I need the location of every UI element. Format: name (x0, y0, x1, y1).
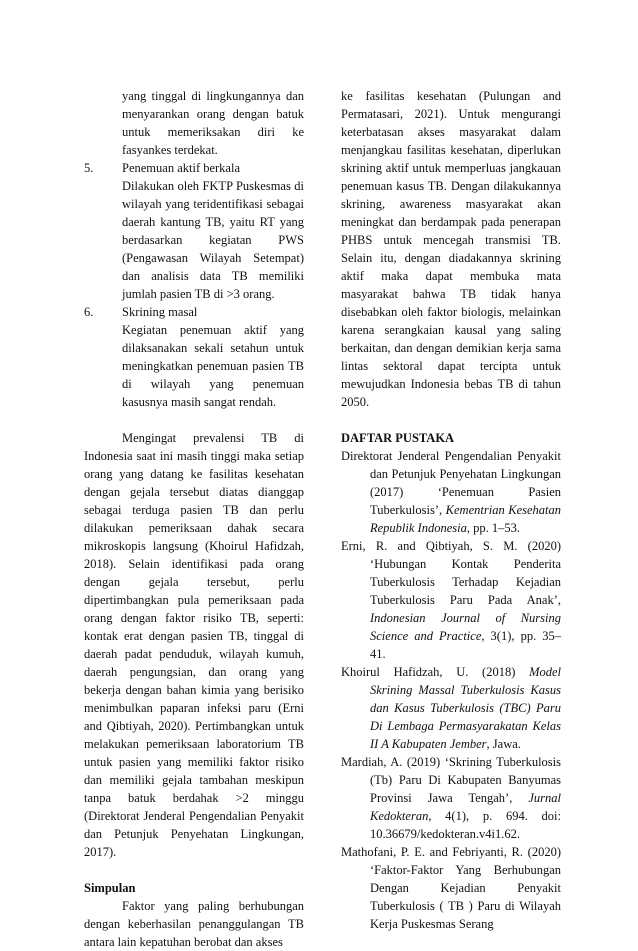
list-item-title: Penemuan aktif berkala (122, 161, 241, 175)
list-item-body: Dilakukan oleh FKTP Puskesmas di wilayah yang teridentifikasi sebagai daerah kantung TB, yaitu RT yang berdasarkan kegiatan PWS (Pengawasan Wilayah Setempat) dan analisis data TB memiliki jumlah pasien TB di >3 orang. (122, 179, 304, 301)
left-column (84, 87, 304, 951)
list-item-continuation: yang tinggal di lingkungannya dan menyarankan orang dengan batuk untuk memeriksakan diri ke fasyankes terdekat. (122, 89, 304, 157)
body-paragraph: Mengingat prevalensi TB di Indonesia saat ini masih tinggi maka setiap orang yang datang ke fasilitas kesehatan dengan gejala tersebut diatas dianggap sebagai terduga pasien TB dan perlu dilakukan pemeriksaan dahak secara mikroskopis langsung (Khoirul Hafidzah, 2018). Selain identifikasi pada orang dengan gejala tersebut, perlu dipertimbangkan pula pemeriksaan pada orang dengan faktor risiko TB, seperti: kontak erat dengan pasien TB, tinggal di daerah padat penduduk, wilayah kumuh, daerah pengungsian, dan orang yang bekerja dengan bahan kimia yang berisiko menimbulkan paparan infeksi paru (Erni and Qibtiyah, 2020). Pertimbangkan untuk melakukan pemeriksaan laboratorium TB untuk pasien yang memiliki faktor risiko dan memiliki gejala tambahan meskipun tanpa batuk berdahak >2 minggu (Direktorat Jenderal Pengendalian Penyakit dan Petunjuk Penyehatan Lingkungan, 2017). (84, 431, 304, 859)
list-item-title: Skrining masal (122, 305, 198, 319)
body-paragraph: Faktor yang paling berhubungan dengan keberhasilan penanggulangan TB antara lain kepatuhan berobat dan akses (84, 899, 304, 949)
reference-entry: Mathofani, P. E. and Febriyanti, R. (2020) ‘Faktor-Faktor Yang Berhubungan Dengan Kejadian Penyakit Tuberkulosis ( TB ) Paru di Wilayah Kerja Puskesmas Serang (341, 845, 561, 931)
reference-entry: Direktorat Jenderal Pengendalian Penyakit dan Petunjuk Penyehatan Lingkungan (2017) ‘Penemuan Pasien Tuberkulosis’, Kementrian Kesehatan Republik Indonesia, pp. 1–53. (341, 449, 562, 535)
right-column (341, 87, 561, 933)
list-item-5 (84, 159, 304, 303)
list-number: 5. (84, 161, 94, 175)
list-number: 6. (84, 305, 94, 319)
reference-entry: Khoirul Hafidzah, U. (2018) Model Skrining Massal Tuberkulosis Kasus dan Kasus Tuberkulosis (TBC) Paru Di Lembaga Permasyarakatan Kelas II A Kabupaten Jember, Jawa. (341, 665, 561, 751)
list-item-body: Kegiatan penemuan aktif yang dilaksanakan sekali setahun untuk meningkatkan penemuan pasien TB di wilayah yang penemuan kasusnya masih sangat rendah. (122, 323, 304, 409)
section-heading-references: DAFTAR PUSTAKA (341, 431, 455, 445)
list-item-6 (84, 303, 304, 411)
section-heading-simpulan: Simpulan (84, 881, 136, 895)
body-paragraph: ke fasilitas kesehatan (Pulungan and Permatasari, 2021). Untuk mengurangi keterbatasan akses masyarakat dalam menjangkau fasilitas kesehatan, diperlukan skrining aktif untuk memperluas jangkauan penemuan kasus TB. Dengan dilakukannya skrining, awareness masyarakat akan meningkat dan berdampak pada penerapan PHBS untuk mencegah transmisi TB. Selain itu, dengan diadakannya skrining aktif maka dapat membuka mata masyarakat bahwa TB tidak hanya disebabkan oleh faktor biologis, melainkan karena serangkaian kausal yang saling berkaitan, dan dengan demikian kerja sama lintas sektoral dapat tercipta untuk mewujudkan Indonesia bebas TB di tahun 2050. (341, 89, 561, 409)
reference-entry: Erni, R. and Qibtiyah, S. M. (2020) ‘Hubungan Kontak Penderita Tuberkulosis Terhadap Kejadian Tuberkulosis Paru Pada Anak’, Indonesian Journal of Nursing Science and Practice, 3(1), pp. 35–41. (341, 539, 561, 661)
reference-entry: Mardiah, A. (2019) ‘Skrining Tuberkulosis (Tb) Paru Di Kabupaten Banyumas Provinsi Jawa Tengah’, Jurnal Kedokteran, 4(1), p. 694. doi: 10.36679/kedokteran.v4i1.62. (341, 755, 561, 841)
